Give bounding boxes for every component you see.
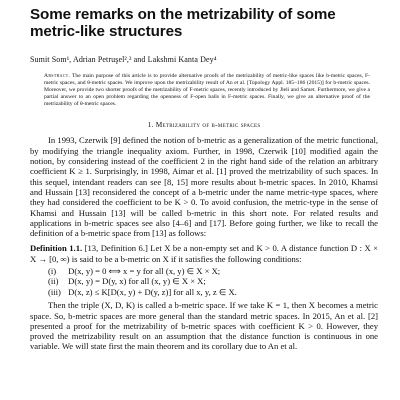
condition-text: D(x, y) = 0 ⟺ x = y for all (x, y) ∈ X × X; — [68, 266, 221, 277]
closing-paragraph: Then the triple (X, D, K) is called a b-metric space. If we take K = 1, then X becomes a metric space. So, b-metric spaces are more general than the standard metric spaces. In 2015, An et al. [2] presented a proof for the metrizability of b-metric spaces with coefficient K > 0. However, they proved the metrizability result on an assumption that the distance function is continuous in one variable. We will state first the main theorem and its corollary due to An et al. — [30, 300, 378, 352]
abstract-text: The main purpose of this article is to provide alternative proofs of the metrizability of metric-like spaces like b-metric spaces, F-metric spaces, and θ-metric spaces. We improve upon the metrizability result of An et al. [Topology Appl. 185–186 (2015)] for b-metric spaces. Moreover, we provide two shorter proofs of the metrizability of F-metric spaces, recently introduced by Jleli and Samet. Furthermore, we give a partial answer to an open problem regarding the openness of F-open balls in F-metric spaces. Finally, we give an alternative proof of the metrizability of θ-metric spaces. — [44, 73, 370, 108]
condition-item — [48, 266, 378, 276]
definition-block — [30, 243, 378, 264]
paper-title: Some remarks on the metrizability of some metric-like structures — [30, 6, 336, 40]
definition-label: Definition 1.1. — [30, 243, 83, 254]
condition-number: (i) — [48, 266, 57, 277]
condition-item — [48, 287, 378, 297]
condition-number: (ii) — [48, 276, 59, 287]
section-heading: 1. Metrizability of b-metric spaces — [147, 120, 261, 130]
condition-item — [48, 276, 378, 286]
condition-number: (iii) — [48, 286, 61, 297]
definition-text: [13, Definition 6.] Let X be a non-empty set and K > 0. A distance function D : X × X → [0, ∞) is said to be a b-metric on X if it satisfies the following conditions: — [30, 243, 378, 264]
condition-text: D(x, y) = D(y, x) for all (x, y) ∈ X × X; — [68, 276, 206, 287]
definition-conditions — [48, 266, 378, 297]
abstract-heading: Abstract. — [44, 73, 71, 79]
condition-text: D(x, z) ≤ K[D(x, y) + D(y, z)] for all x, y, z ∈ X. — [68, 286, 237, 297]
author-list: Sumit Som¹, Adrian Petruşel²,³ and Lakshmi Kanta Dey⁴ — [30, 55, 217, 64]
intro-paragraph: In 1993, Czerwik [9] defined the notion of b-metric as a generalization of the metric functional, by modifying the triangle inequality axiom. Further, in 1998, Czerwik [10] modified again the notion, by considering instead of the coefficient 2 in the right hand side of the relation an arbitrary coefficient K ≥ 1. Surprisingly, in 1998, Aimar et al. [1] proved the metrizability of such spaces. In this sequel, intendant readers can see [8, 15] more results about b-metric spaces. In 2010, Khamsi and Hussain [13] reconsidered the concept of a b-metric under the name metric-type spaces, where they had considered the coefficient to be K > 0. To avoid confusion, the metric-type in the sense of Khamsi and Hussain [13] will be called b-metric in this short note. For related results and applications in b-metric spaces see also [4–6] and [17]. Before going further, we like to recall the definition of a b-metric space from [13] as follows: — [30, 135, 378, 239]
abstract — [44, 73, 370, 108]
